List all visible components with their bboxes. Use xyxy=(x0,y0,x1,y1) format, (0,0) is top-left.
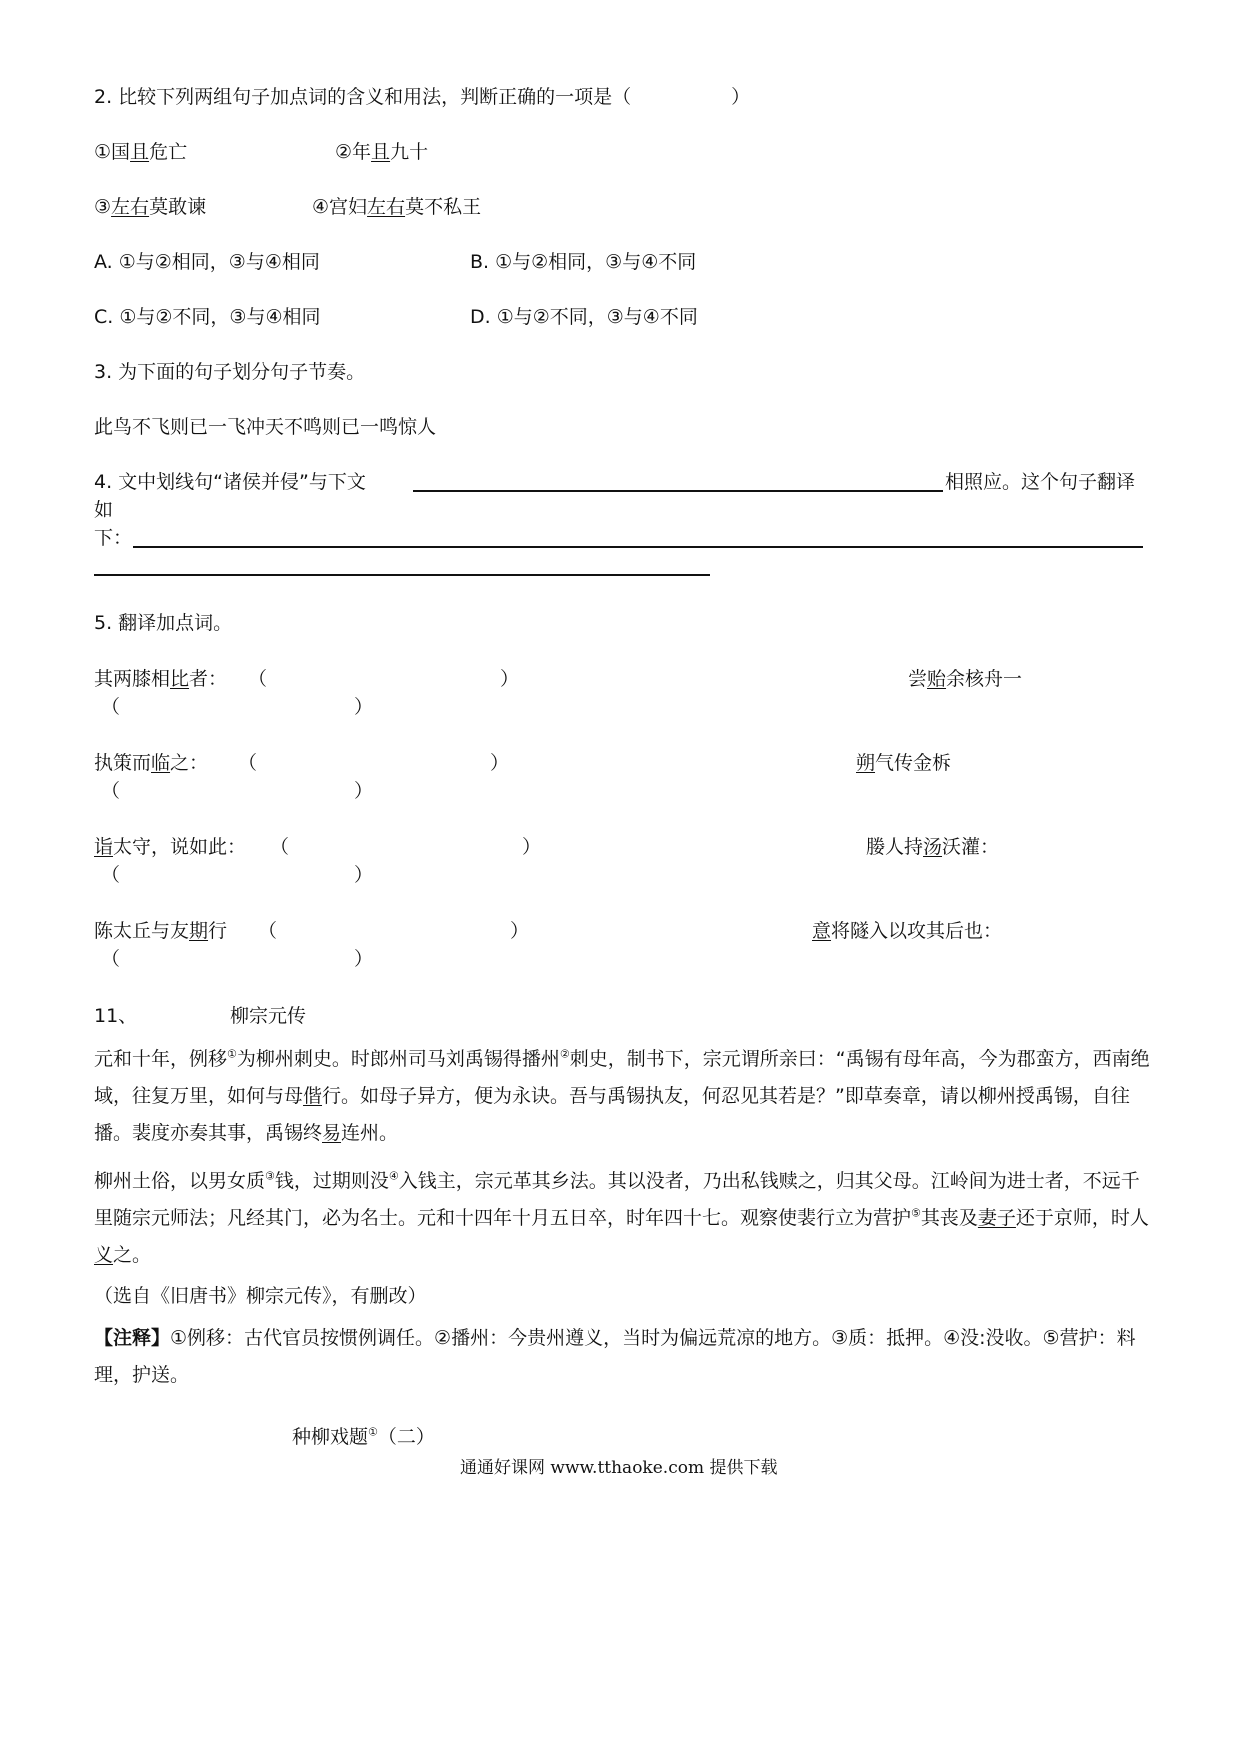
q4-answer-line-1[interactable] xyxy=(413,490,943,492)
q5-item-4-open: （ xyxy=(101,780,121,802)
q5-item-6-close: ） xyxy=(354,864,374,886)
q4-answer-line-3[interactable] xyxy=(94,574,710,576)
dotted-word: 诣 xyxy=(94,836,114,858)
dotted-word: 汤 xyxy=(923,836,943,858)
dotted-word: 且 xyxy=(130,141,150,163)
q3-stem: 3. 为下面的句子划分句子节奏。 xyxy=(94,361,366,383)
dotted-word: 易 xyxy=(322,1122,342,1144)
dotted-word: 义 xyxy=(94,1244,114,1266)
q2-sentence-4: ④宫妇左右莫不私王 xyxy=(312,196,482,218)
dotted-word: 左右 xyxy=(367,196,406,218)
q5-item-6-open: （ xyxy=(101,864,121,886)
q3-sentence: 此鸟不飞则已一飞冲天不鸣则已一鸣惊人 xyxy=(94,416,437,438)
q5-item-2: 尝贻余核舟一 xyxy=(908,668,1023,690)
dotted-word: 且 xyxy=(371,141,391,163)
q5-item-4: 朔气传金柝 xyxy=(856,752,952,774)
q11-paragraph-2: 柳州土俗，以男女质③钱，过期则没④入钱主，宗元革其乡法。其以没者，乃出私钱赎之，归其父母。江岭间为进士者，不远千里随宗元师法；凡经其门，必为名士。元和十四年十月五日卒，时年四十七。观察使裴行立为营护⑤其丧及妻子还于京师，时人义之。 xyxy=(94,1169,1149,1266)
q4-wrap: 如 xyxy=(94,499,114,521)
q2-sentence-1: ①国且危亡 xyxy=(94,141,188,163)
q5-item-3-close: ） xyxy=(490,752,510,774)
q5-item-4-close: ） xyxy=(354,780,374,802)
q4-label: 下： xyxy=(94,527,133,549)
q5-item-7-close: ） xyxy=(510,920,530,942)
dotted-word: 贻 xyxy=(927,668,947,690)
q2-sentence-3: ③左右莫敢谏 xyxy=(94,196,207,218)
q5-item-5: 诣太守，说如此： xyxy=(94,836,247,858)
q5-item-7-open: （ xyxy=(258,920,278,942)
dotted-word: 朔 xyxy=(856,752,876,774)
q2-option-c: C. ①与②不同，③与④相同 xyxy=(94,306,321,328)
q11-notes: 【注释】①例移：古代官员按惯例调任。②播州：今贵州遵义，当时为偏远荒凉的地方。③质：抵押。④没:没收。⑤营护：料理，护送。 xyxy=(94,1327,1136,1386)
q11-source: （选自《旧唐书》柳宗元传》，有删改） xyxy=(94,1285,427,1307)
q5-item-8: 意将隧入以攻其后也： xyxy=(812,920,1003,942)
q4-stem-end: 相照应。这个句子翻译 xyxy=(945,471,1136,493)
q5-item-1-open: （ xyxy=(248,668,268,690)
q2-stem: 2. 比较下列两组句子加点词的含义和用法，判断正确的一项是（ ） xyxy=(94,86,751,108)
q4-answer-line-2[interactable] xyxy=(133,546,1143,548)
q5-item-5-open: （ xyxy=(270,836,290,858)
q5-stem: 5. 翻译加点词。 xyxy=(94,612,233,634)
dotted-word: 期 xyxy=(189,920,209,942)
q2-option-a: A. ①与②相同，③与④相同 xyxy=(94,251,320,273)
footer-download-note: 通通好课网 www.tthaoke.com 提供下载 xyxy=(460,1458,778,1478)
q5-item-2-open: （ xyxy=(101,696,121,718)
q11-title: 柳宗元传 xyxy=(230,1005,307,1027)
q5-item-3-open: （ xyxy=(238,752,258,774)
q2-option-b: B. ①与②相同，③与④不同 xyxy=(470,251,697,273)
q2-sentence-2: ②年且九十 xyxy=(335,141,429,163)
q5-item-2-close: ） xyxy=(354,696,374,718)
poem-title: 种柳戏题①（二） xyxy=(292,1425,435,1448)
dotted-word: 意 xyxy=(812,920,832,942)
q5-item-8-open: （ xyxy=(101,948,121,970)
q5-item-1-close: ） xyxy=(500,668,520,690)
q5-item-1: 其两膝相比者： xyxy=(94,668,228,690)
q2-option-d: D. ①与②不同，③与④不同 xyxy=(470,306,698,328)
q5-item-7: 陈太丘与友期行 xyxy=(94,920,228,942)
dotted-word: 偕 xyxy=(303,1085,323,1107)
q5-item-5-close: ） xyxy=(522,836,542,858)
dotted-word: 比 xyxy=(170,668,190,690)
q5-item-8-close: ） xyxy=(354,948,374,970)
q5-item-6: 媵人持汤沃灌： xyxy=(866,836,1000,858)
q5-item-3: 执策而临之： xyxy=(94,752,209,774)
dotted-word: 临 xyxy=(151,752,171,774)
q11-number: 11、 xyxy=(94,1005,138,1027)
q11-paragraph-1: 元和十年，例移①为柳州刺史。时郎州司马刘禹锡得播州②刺史，制书下，宗元谓所亲曰：“禹锡有母年高，今为郡蛮方，西南绝域，往复万里，如何与母偕行。如母子异方，便为永诀。吾与禹锡执友，何忍见其若是？”即草奏章，请以柳州授禹锡，自往播。裴度亦奏其事，禹锡终易连州。 xyxy=(94,1047,1150,1144)
dotted-word: 妻子 xyxy=(977,1207,1016,1229)
dotted-word: 左右 xyxy=(111,196,150,218)
q4-stem: 4. 文中划线句“诸侯并侵”与下文 xyxy=(94,471,366,493)
